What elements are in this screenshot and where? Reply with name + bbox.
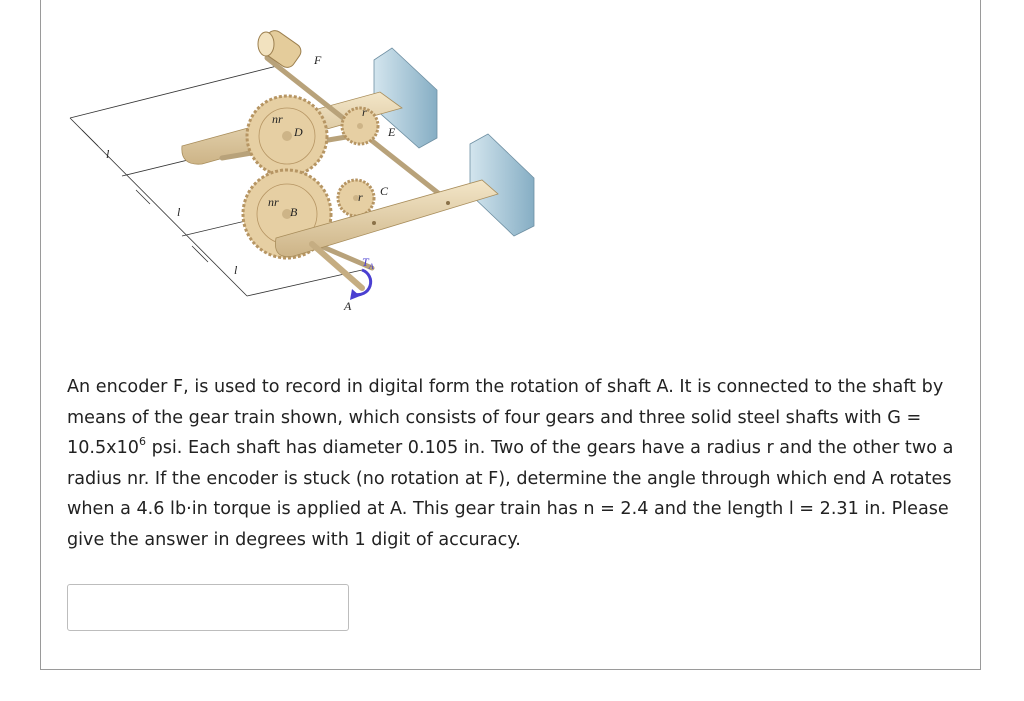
problem-text-part2: psi. Each shaft has diameter 0.105 in. Two of the gears have a radius r and the other two a radius nr. If the encoder is stuck (no rotation at F), determine the angle through which end A rotates when a 4.6 lb·in torque is applied at A. This gear train has n = 2.4 and the length l = 2.31 in. Please give the answer in degrees with 1 digit of accuracy.: [67, 438, 954, 550]
label-a: A: [344, 299, 352, 313]
gear-c: [338, 180, 374, 216]
problem-exponent: 6: [138, 435, 146, 449]
gear-train-figure: [62, 18, 542, 328]
label-e: E: [388, 125, 396, 139]
length-label-2: l: [177, 205, 181, 219]
gear-d: [247, 96, 327, 176]
length-label-3: l: [234, 263, 238, 277]
label-r-top: r: [362, 105, 367, 119]
label-torque: $T_A$: [362, 255, 374, 271]
label-r-bottom: r: [358, 190, 363, 204]
label-b: B: [290, 205, 298, 219]
label-nr-top: nr: [272, 112, 283, 126]
label-f: F: [314, 53, 322, 67]
gear-e: [342, 108, 378, 144]
answer-input[interactable]: [67, 584, 349, 631]
encoder-f: [258, 27, 304, 70]
label-nr-bottom: nr: [268, 195, 279, 209]
problem-text-part1: An encoder F, is used to record in digital form the rotation of shaft A. It is connected to the shaft by means of the gear train shown, which consists of four gears and three solid steel shafts with G = 10.5x10: [67, 377, 944, 458]
problem-statement: [67, 372, 962, 555]
label-c: C: [380, 184, 389, 198]
label-d: D: [294, 125, 303, 139]
length-label-1: l: [106, 147, 110, 161]
